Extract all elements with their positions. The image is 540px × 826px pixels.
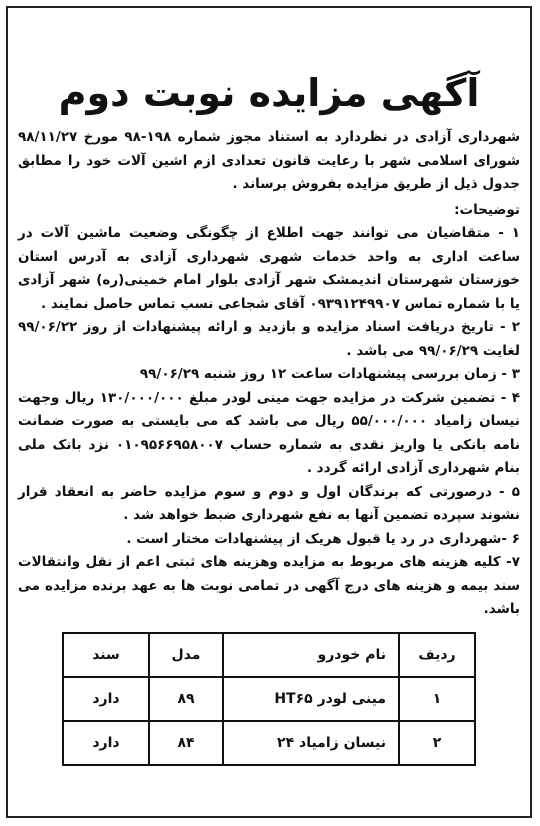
notes-label: توضیحات:	[454, 201, 520, 218]
header-document: سند	[63, 633, 149, 677]
vehicle-table	[62, 632, 476, 766]
notice-title: آگهی مزایده نوبت دوم	[58, 71, 480, 115]
cell-model: ۸۹	[149, 677, 223, 721]
cell-row-number: ۱	[399, 677, 475, 721]
note-item-1: ۱ - متقاضیان می توانند جهت اطلاع از چگونگی وضعیت ماشین آلات در ساعت اداری به واحد خدمات شهری شهرداری آزادی به آدرس استان خوزستان شهرستان اندیمشک شهر آزادی بلوار امام خمینی(ره) شهر آزادی یا با شماره تماس ۰۹۳۹۱۲۴۹۹۰۷ آقای شجاعی نسب تماس حاصل نمایند .	[18, 225, 520, 312]
notice-content	[18, 18, 520, 806]
header-model: مدل	[149, 633, 223, 677]
intro-paragraph: شهرداری آزادی در نظردارد به استناد مجوز شماره ۱۹۸-۹۸ مورخ ۹۸/۱۱/۲۷ شورای اسلامی شهر با رعایت قانون تعدادی ازم اشین آلات خود را مطابق جدول ذیل از طریق مزایده بفروش برساند .	[18, 129, 520, 192]
table-row	[63, 721, 475, 765]
header-vehicle-name: نام خودرو	[223, 633, 399, 677]
cell-vehicle-name: مینی لودر HT۶۵	[223, 677, 399, 721]
cell-document: دارد	[63, 677, 149, 721]
note-item-5: ۵ - درصورتی که برندگان اول و دوم و سوم مزایده حاضر به انعقاد قرار نشوند سپرده تضمین آنها به نفع شهرداری ضبط خواهد شد .	[18, 483, 520, 523]
header-row-number: ردیف	[399, 633, 475, 677]
cell-model: ۸۴	[149, 721, 223, 765]
notice-frame	[6, 6, 532, 818]
table-row	[63, 677, 475, 721]
cell-vehicle-name: نیسان زامیاد ۲۴	[223, 721, 399, 765]
table-header-row	[63, 633, 475, 677]
note-item-3: ۳ - زمان بررسی پیشنهادات ساعت ۱۲ روز شنبه ۹۹/۰۶/۲۹	[139, 366, 520, 382]
note-item-4: ۴ - تضمین شرکت در مزایده جهت مینی لودر مبلغ ۱۳۰/۰۰۰/۰۰۰ ریال وجهت نیسان زامیاد ۵۵/۰۰۰/۰۰۰ ریال می باشد که می بایستی به صورت ضمانت نامه بانکی یا واریز نقدی به شماره حساب ۰۱۰۹۵۶۶۹۵۸۰۰۷ نزد بانک ملی بنام شهرداری آزادی ارائه گردد .	[18, 389, 521, 476]
note-item-6: ۶ -شهرداری در رد یا قبول هریک از پیشنهادات مختار است .	[126, 530, 520, 547]
cell-document: دارد	[63, 721, 149, 765]
note-item-2: ۲ - تاریخ دریافت اسناد مزایده و بازدید و ارائه پیشنهادات از روز ۹۹/۰۶/۲۲ لغایت ۹۹/۰۶/۲۹ می باشد .	[18, 319, 520, 359]
cell-row-number: ۲	[399, 721, 475, 765]
vehicle-table-wrapper	[18, 632, 520, 766]
note-item-7: ۷- کلیه هزینه های مربوط به مزایده وهزینه های ثبتی اعم از نقل وانتقالات سند بیمه و هزینه های درج آگهی در تمامی نوبت ها به عهد برنده مزایده می باشد.	[18, 554, 520, 617]
